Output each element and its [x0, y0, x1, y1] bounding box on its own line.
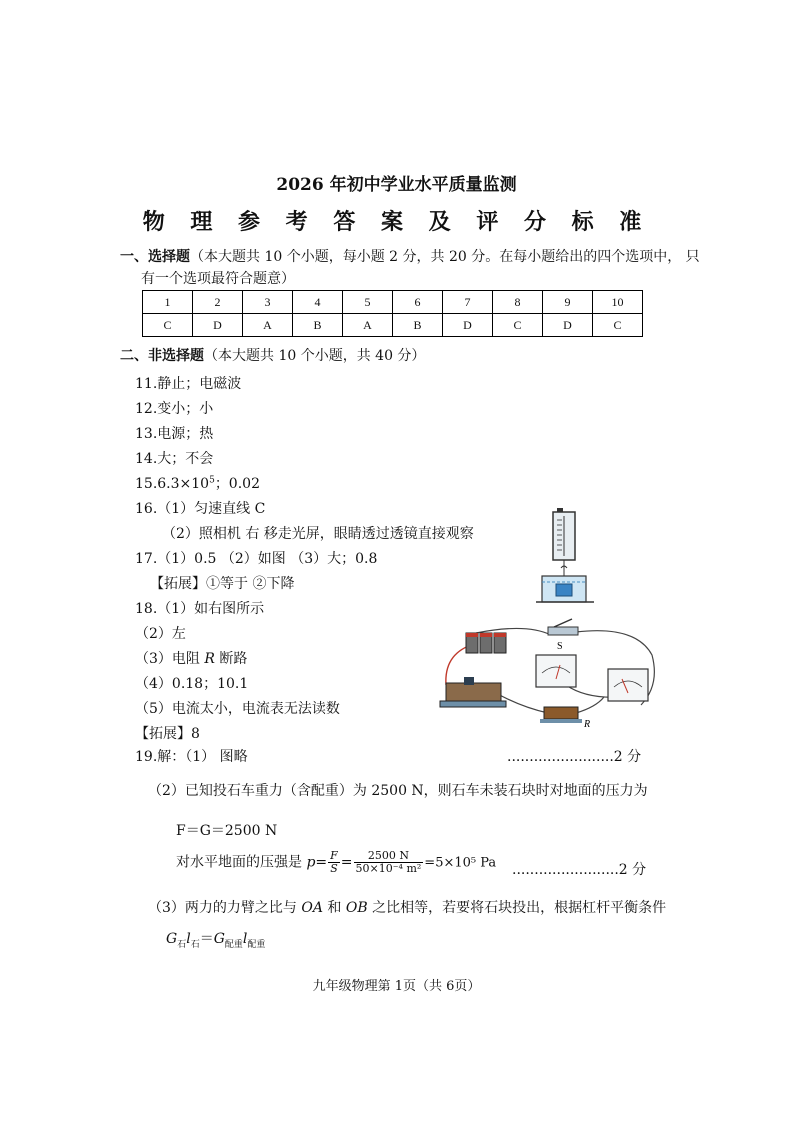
table-cell: 5: [343, 291, 393, 314]
pressure-variable: p: [306, 854, 316, 871]
section1-title: 一、选择题: [120, 249, 190, 265]
table-cell: A: [343, 314, 393, 337]
table-cell: D: [543, 314, 593, 337]
resistor-body: [544, 707, 578, 719]
eq-sub: 石: [177, 939, 187, 950]
table-cell: 7: [443, 291, 493, 314]
answer-q18-part4: （4）0.18；10.1: [135, 676, 249, 692]
answer-q15: [135, 473, 260, 493]
table-cell: C: [143, 314, 193, 337]
table-cell: A: [243, 314, 293, 337]
answer-q17: 17.（1）0.5 （2）如图 （3）大；0.8: [135, 551, 378, 567]
rheostat-coil: [446, 683, 501, 701]
table-cell: B: [393, 314, 443, 337]
wire: [576, 697, 604, 713]
answer-q19-part3: [148, 897, 666, 917]
battery-cap: [466, 633, 478, 637]
answer-q13: 13.电源；热: [135, 426, 214, 442]
table-cell: D: [443, 314, 493, 337]
page-footer: 九年级物理第 1页（共 6页）: [312, 979, 481, 994]
answer-q19-part1: 19.解：（1） 图略: [135, 749, 248, 765]
table-cell: 2: [193, 291, 243, 314]
eq-l-stone: l: [186, 931, 191, 947]
eq-l-counterweight: l: [242, 931, 248, 947]
answer-q18-part2: （2）左: [135, 626, 186, 642]
table-cell: B: [293, 314, 343, 337]
rheostat-base: [440, 701, 506, 707]
pressure-result: =5×10⁵ Pa: [424, 855, 497, 871]
voltmeter-body: [536, 655, 576, 687]
answer-q15-exponent: 5: [209, 475, 215, 486]
answer-q18-part5: （5）电流太小，电流表无法读数: [135, 701, 340, 717]
voltmeter: [536, 655, 576, 687]
rheostat-slider: [464, 677, 474, 685]
answer-q18-part1: 18.（1）如右图所示: [135, 601, 265, 617]
answer-table-answer-row: [143, 314, 643, 337]
q19-3-oa: OA: [301, 900, 323, 916]
fraction-numerator: F: [330, 849, 338, 862]
answer-q18-part3: [135, 648, 247, 668]
table-cell: C: [493, 314, 543, 337]
answer-q18-part3-post: 断路: [214, 651, 248, 667]
answer-q15-rest: ；0.02: [214, 476, 260, 492]
answer-q17-extension: 【拓展】①等于 ②下降: [150, 576, 295, 592]
ammeter: [608, 669, 648, 701]
submerged-block: [556, 584, 572, 596]
resistor: [540, 707, 582, 723]
eq-equals: ＝: [199, 931, 214, 947]
section1-note-line1: （本大题共 10 个小题，每小题 2 分，共 20 分。在每小题给出的四个选项中， 只: [190, 249, 700, 265]
answer-q19-part2-pressure: 对水平地面的压强是 p= $\frac{F}{S}$ = $\frac{2500 N}{\text{50×10⁻⁴ m²}}$ =5×10⁵ Pa: [176, 849, 497, 875]
eq-sub: 配重: [224, 939, 243, 950]
fraction-f-over-s: [328, 850, 340, 875]
answer-q19-part2-score: ........................2 分: [512, 862, 647, 878]
answer-q18-part3-pre: （3）电阻: [135, 651, 205, 667]
switch: [548, 619, 578, 635]
answer-q15-base: 15.6.3×10: [135, 476, 210, 492]
eq-g-counterweight: G: [213, 931, 225, 947]
section2-heading: [120, 345, 425, 365]
ammeter-body: [608, 669, 648, 701]
switch-label: S: [557, 641, 563, 652]
table-cell: C: [593, 314, 643, 337]
fraction-denominator: 50×10⁻⁴ m²: [355, 862, 422, 875]
answer-q19-part1-score: ........................2 分: [507, 749, 642, 765]
q19-3-post: 之比相等，若要将石块投出，根据杠杆平衡条件: [367, 900, 667, 916]
resistor-label: R: [584, 719, 591, 730]
page-title: 2026 年初中学业水平质量监测: [276, 175, 517, 195]
answer-q18-extension: 【拓展】8: [135, 726, 200, 742]
table-cell: 4: [293, 291, 343, 314]
answer-q19-part2-equation: F＝G＝2500 N: [176, 823, 278, 839]
answer-q11: 11.静止；电磁波: [135, 376, 242, 392]
table-cell: 1: [143, 291, 193, 314]
rheostat: [440, 677, 506, 707]
switch-blade: [554, 619, 572, 627]
battery-cap: [494, 633, 506, 637]
section2-note: （本大题共 10 个小题，共 40 分）: [204, 348, 426, 364]
q19-3-mid: 和: [322, 900, 346, 916]
switch-base: [548, 627, 578, 635]
answer-table: [142, 290, 643, 337]
eq-g-stone: G: [166, 931, 178, 947]
page-subtitle: 物 理 参 考 答 案 及 评 分 标 准: [142, 209, 651, 235]
answer-q14: 14.大；不会: [135, 451, 214, 467]
table-cell: 9: [543, 291, 593, 314]
answer-table-number-row: [143, 291, 643, 314]
fraction-denominator: S: [330, 862, 338, 875]
q19-3-pre: （3）两力的力臂之比与: [148, 900, 302, 916]
pressure-label: 对水平地面的压强是: [176, 854, 307, 871]
eq-sub: 配重: [247, 939, 266, 950]
table-cell: 3: [243, 291, 293, 314]
table-cell: 6: [393, 291, 443, 314]
answer-q12: 12.变小；小: [135, 401, 214, 417]
battery-pack: [466, 633, 506, 653]
answer-q19-part2: （2）已知投石车重力（含配重）为 2500 N，则石车未装石块时对地面的压力为: [148, 783, 648, 799]
answer-q19-part3-equation: [166, 928, 265, 950]
fraction-values: [354, 850, 424, 875]
spring-scale-figure: [510, 508, 610, 608]
section2-title: 二、非选择题: [120, 348, 204, 364]
q19-3-ob: OB: [345, 900, 368, 916]
table-cell: D: [193, 314, 243, 337]
answer-q18-part3-var: R: [204, 651, 215, 667]
table-cell: 8: [493, 291, 543, 314]
answer-q16-part2: （2）照相机 右 移走光屏，眼睛透过透镜直接观察: [162, 526, 474, 542]
section1-note-line2: 有一个选项最符合题意）: [141, 271, 295, 287]
answer-q16-part1: 16.（1）匀速直线 C: [135, 501, 266, 517]
fraction-numerator: 2500 N: [354, 850, 424, 863]
eq-sub: 石: [190, 939, 200, 950]
resistor-base: [540, 719, 582, 723]
circuit-figure: [436, 615, 662, 733]
battery-cap: [480, 633, 492, 637]
section1-heading: [120, 246, 700, 266]
table-cell: 10: [593, 291, 643, 314]
